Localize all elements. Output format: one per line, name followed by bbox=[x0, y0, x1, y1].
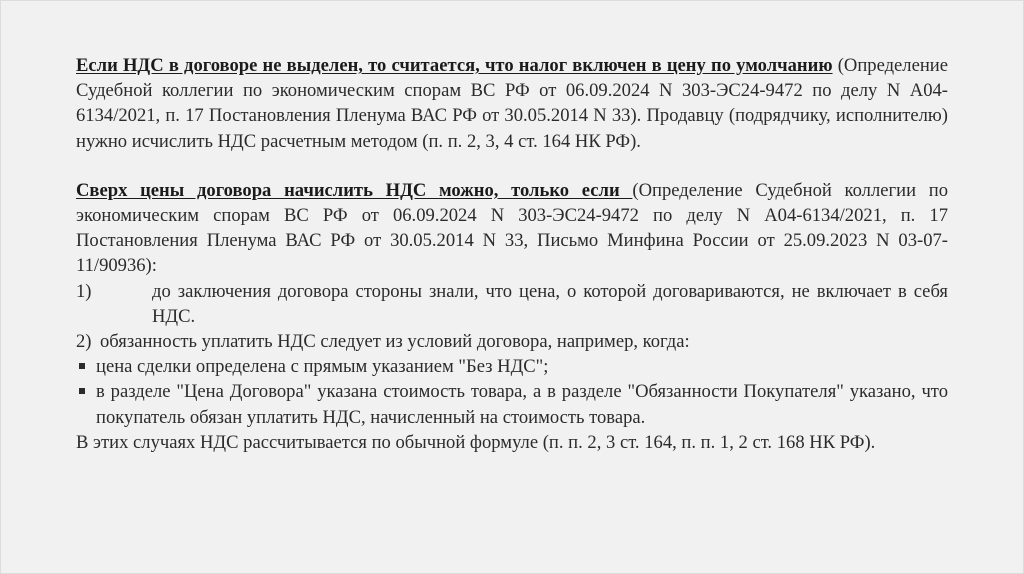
numbered-item-1-text: до заключения договора стороны знали, что цена, о которой договариваются, не включает в себя НДС. bbox=[152, 280, 948, 327]
bullet-item-2 bbox=[76, 379, 948, 429]
paragraph-default-vat bbox=[76, 53, 948, 154]
paragraph-closing: В этих случаях НДС рассчитывается по обычной формуле (п. п. 2, 3 ст. 164, п. п. 1, 2 ст. 168 НК РФ). bbox=[76, 431, 876, 453]
numbered-item-2 bbox=[76, 329, 948, 354]
paragraph-vat-over-price bbox=[76, 178, 948, 279]
paragraph-default-vat-body: (Определение Судебной коллегии по экономическим спорам ВС РФ от 06.09.2024 N 303-ЭС24-9472 по делу N А04-6134/2021, п. 17 Постановления Пленума ВАС РФ от 30.05.2014 N 33). Продавцу (подрядчику, исполнителю) нужно исчислить НДС расчетным методом (п. п. 2, 3, 4 ст. 164 НК РФ). bbox=[76, 55, 948, 152]
paragraph-vat-over-price-heading: Сверх цены договора начислить НДС можно, только если bbox=[76, 179, 633, 201]
bullet-item-2-text: в разделе "Цена Договора" указана стоимость товара, а в разделе "Обязанности Покупателя" указано, что покупатель обязан уплатить НДС, начисленный на стоимость товара. bbox=[96, 381, 948, 428]
bullet-item-1 bbox=[76, 354, 948, 379]
numbered-item-2-number: 2) bbox=[76, 331, 92, 353]
square-bullet-icon bbox=[76, 354, 96, 379]
paragraph-spacer bbox=[76, 154, 948, 178]
numbered-item-1 bbox=[76, 279, 948, 329]
numbered-item-1-number: 1) bbox=[76, 280, 92, 302]
numbered-item-2-text: обязанность уплатить НДС следует из условий договора, например, когда: bbox=[100, 331, 690, 353]
bullet-item-1-text: цена сделки определена с прямым указанием "Без НДС"; bbox=[96, 356, 549, 378]
slide-text-block bbox=[76, 53, 948, 455]
paragraph-vat-over-price-body: (Определение Судебной коллегии по экономическим спорам ВС РФ от 06.09.2024 N 303-ЭС24-9472 по делу N А04-6134/2021, п. 17 Постановления Пленума ВАС РФ от 30.05.2014 N 33, Письмо Минфина России от 25.09.2023 N 03-07-11/90936): bbox=[76, 179, 948, 277]
square-bullet-icon bbox=[76, 379, 96, 429]
paragraph-default-vat-heading: Если НДС в договоре не выделен, то считается, что налог включен в цену по умолчанию bbox=[76, 55, 833, 76]
